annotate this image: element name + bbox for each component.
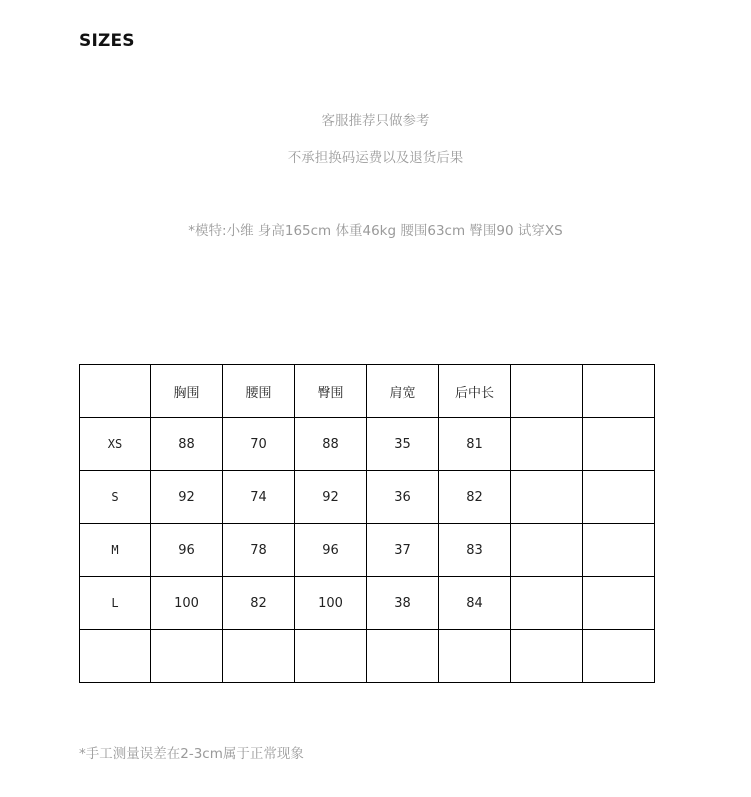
size-table [79,364,655,683]
table-cell [583,577,655,630]
table-cell [583,524,655,577]
table-cell: 84 [439,577,511,630]
table-cell [583,471,655,524]
table-cell: 96 [151,524,223,577]
table-row [80,418,655,471]
table-cell [511,418,583,471]
table-cell: 88 [295,418,367,471]
table-cell: 70 [223,418,295,471]
table-header-row [80,365,655,418]
table-cell: 92 [151,471,223,524]
model-info-note: *模特:小维 身高165cm 体重46kg 腰围63cm 臀围90 试穿XS [188,223,563,239]
table-cell [295,630,367,683]
table-cell: 38 [367,577,439,630]
table-cell: 100 [295,577,367,630]
table-cell: 78 [223,524,295,577]
table-cell: 81 [439,418,511,471]
size-label-cell [80,630,151,683]
table-cell [583,630,655,683]
table-cell [511,524,583,577]
size-label-cell: S [80,471,151,524]
table-cell: 36 [367,471,439,524]
table-cell: 74 [223,471,295,524]
table-cell: 83 [439,524,511,577]
table-cell [511,630,583,683]
size-label-cell: XS [80,418,151,471]
header-cell [583,365,655,418]
page-title: SIZES [79,31,135,51]
measurement-footnote: *手工测量误差在2-3cm属于正常现象 [79,746,304,762]
table-cell: 82 [439,471,511,524]
header-cell-hip: 臀围 [295,365,367,418]
header-cell-shoulder: 肩宽 [367,365,439,418]
table-row [80,524,655,577]
recommendation-note: 客服推荐只做参考 [321,113,430,129]
header-cell-back-length: 后中长 [439,365,511,418]
table-row [80,471,655,524]
size-label-cell: L [80,577,151,630]
table-cell [367,630,439,683]
table-cell: 82 [223,577,295,630]
table-cell: 35 [367,418,439,471]
size-label-cell: M [80,524,151,577]
table-cell [511,471,583,524]
header-cell-waist: 腰围 [223,365,295,418]
header-cell [511,365,583,418]
header-cell-chest: 胸围 [151,365,223,418]
table-cell: 92 [295,471,367,524]
table-cell: 100 [151,577,223,630]
return-policy-note: 不承担换码运费以及退货后果 [287,150,464,166]
table-cell [583,418,655,471]
table-cell: 96 [295,524,367,577]
table-cell: 37 [367,524,439,577]
table-cell: 88 [151,418,223,471]
table-cell [439,630,511,683]
table-row [80,577,655,630]
table-cell [511,577,583,630]
table-row [80,630,655,683]
table-cell [151,630,223,683]
header-cell [80,365,151,418]
table-cell [223,630,295,683]
